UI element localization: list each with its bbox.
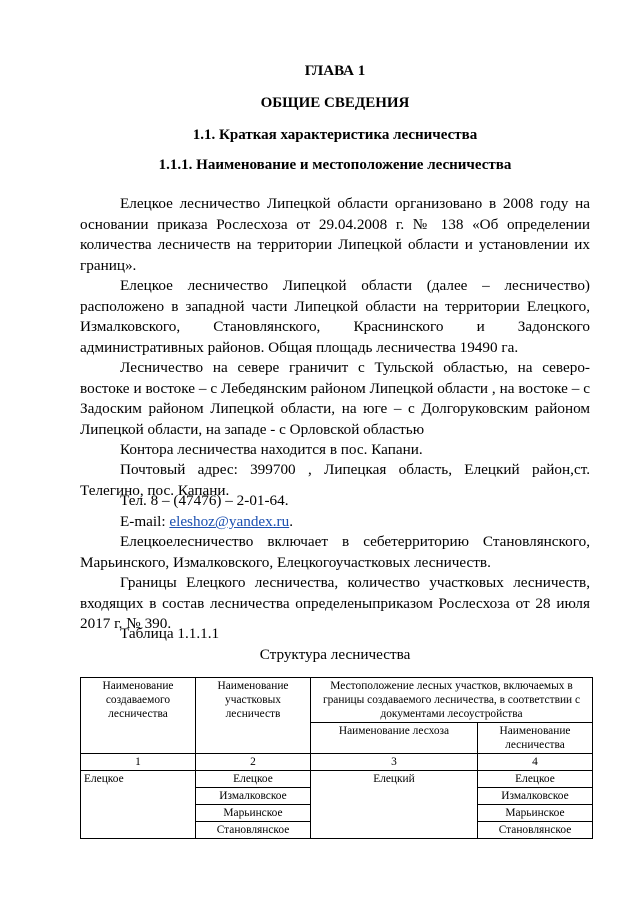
forestry-structure-table (80, 677, 593, 839)
district-forestry-cell: Измалковское (196, 788, 311, 805)
district-forestry-cell: Становлянское (196, 822, 311, 839)
paragraph-boundaries: Границы Елецкого лесничества, количество участковых лесничеств, входящих в состав лесничества определеныприказом Рослесхоза от 28 июля 2017 г. № 390. (80, 574, 590, 632)
header-forestry: Наименование лесничества (478, 723, 593, 754)
header-location: Местоположение лесных участков, включаемых в границы создаваемого лесничества, в соответствии с документами лесоустройства (311, 678, 593, 723)
paragraph-composition: Елецкоелесничество включает в себетерриторию Становлянского, Марьинского, Измалковского, Елецкогоучастковых лесничеств. (80, 533, 590, 571)
paragraph-location: Елецкое лесничество Липецкой области (далее – лесничество) расположено в западной части Липецкой области на территории Елецкого, Измалковского, Становлянского, Краснинского и Задонского административных районов. Общая площадь лесничества 19490 га. (80, 277, 590, 356)
header-forestry-name: Наименование создаваемого лесничества (81, 678, 196, 754)
district-forestry-cell: Елецкое (196, 771, 311, 788)
forestry-name-cell: Марьинское (478, 805, 593, 822)
email-suffix: . (289, 513, 293, 530)
table-row (81, 771, 593, 788)
forestry-name-cell: Измалковское (478, 788, 593, 805)
email-link[interactable]: eleshoz@yandex.ru (169, 513, 290, 530)
district-forestry-cell: Марьинское (196, 805, 311, 822)
header-leskhoz: Наименование лесхоза (311, 723, 478, 754)
phone-number: Тел. 8 – (47476) – 2-01-64. (120, 492, 289, 509)
column-number: 4 (478, 754, 593, 771)
email-label: E-mail: (120, 513, 170, 530)
postal-address: Почтовый адрес: 399700 , Липецкая область, Елецкий район,ст. Телегино, пос. Капани. (80, 461, 590, 499)
column-number: 2 (196, 754, 311, 771)
forestry-name-cell: Елецкое (478, 771, 593, 788)
table-header-row (81, 678, 593, 723)
forestry-name-cell: Становлянское (478, 822, 593, 839)
subsection-heading: 1.1. Краткая характеристика лесничества (192, 127, 478, 143)
subsubsection-heading: 1.1.1. Наименование и местоположение лесничества (158, 157, 512, 173)
column-number: 3 (311, 754, 478, 771)
table-number-row (81, 754, 593, 771)
forestry-cell: Елецкое (81, 771, 196, 839)
table-title: Структура лесничества (259, 646, 411, 663)
chapter-heading: ГЛАВА 1 (304, 63, 366, 79)
column-number: 1 (81, 754, 196, 771)
email-line (120, 512, 590, 532)
header-district-forestries: Наименование участковых лесничеств (196, 678, 311, 754)
leskhoz-cell: Елецкий (311, 771, 478, 839)
paragraph-borders: Лесничество на севере граничит с Тульской областью, на северо-востоке и востоке – с Лебедянским районом Липецкой области , на востоке – с Задоским районом Липецкой области, на юге – с Долгоруковским районом Липецкой области, на западе - с Орловской областью (80, 359, 590, 438)
table-label: Таблица 1.1.1.1 (120, 625, 220, 642)
section-heading: ОБЩИЕ СВЕДЕНИЯ (260, 95, 410, 111)
office-location: Контора лесничества находится в пос. Капани. (120, 441, 423, 458)
paragraph-founding: Елецкое лесничество Липецкой области организовано в 2008 году на основании приказа Рослесхоза от 29.04.2008 г. № 138 «Об определении количества лесничеств на территории Липецкой области и установлении их границ». (80, 195, 590, 274)
